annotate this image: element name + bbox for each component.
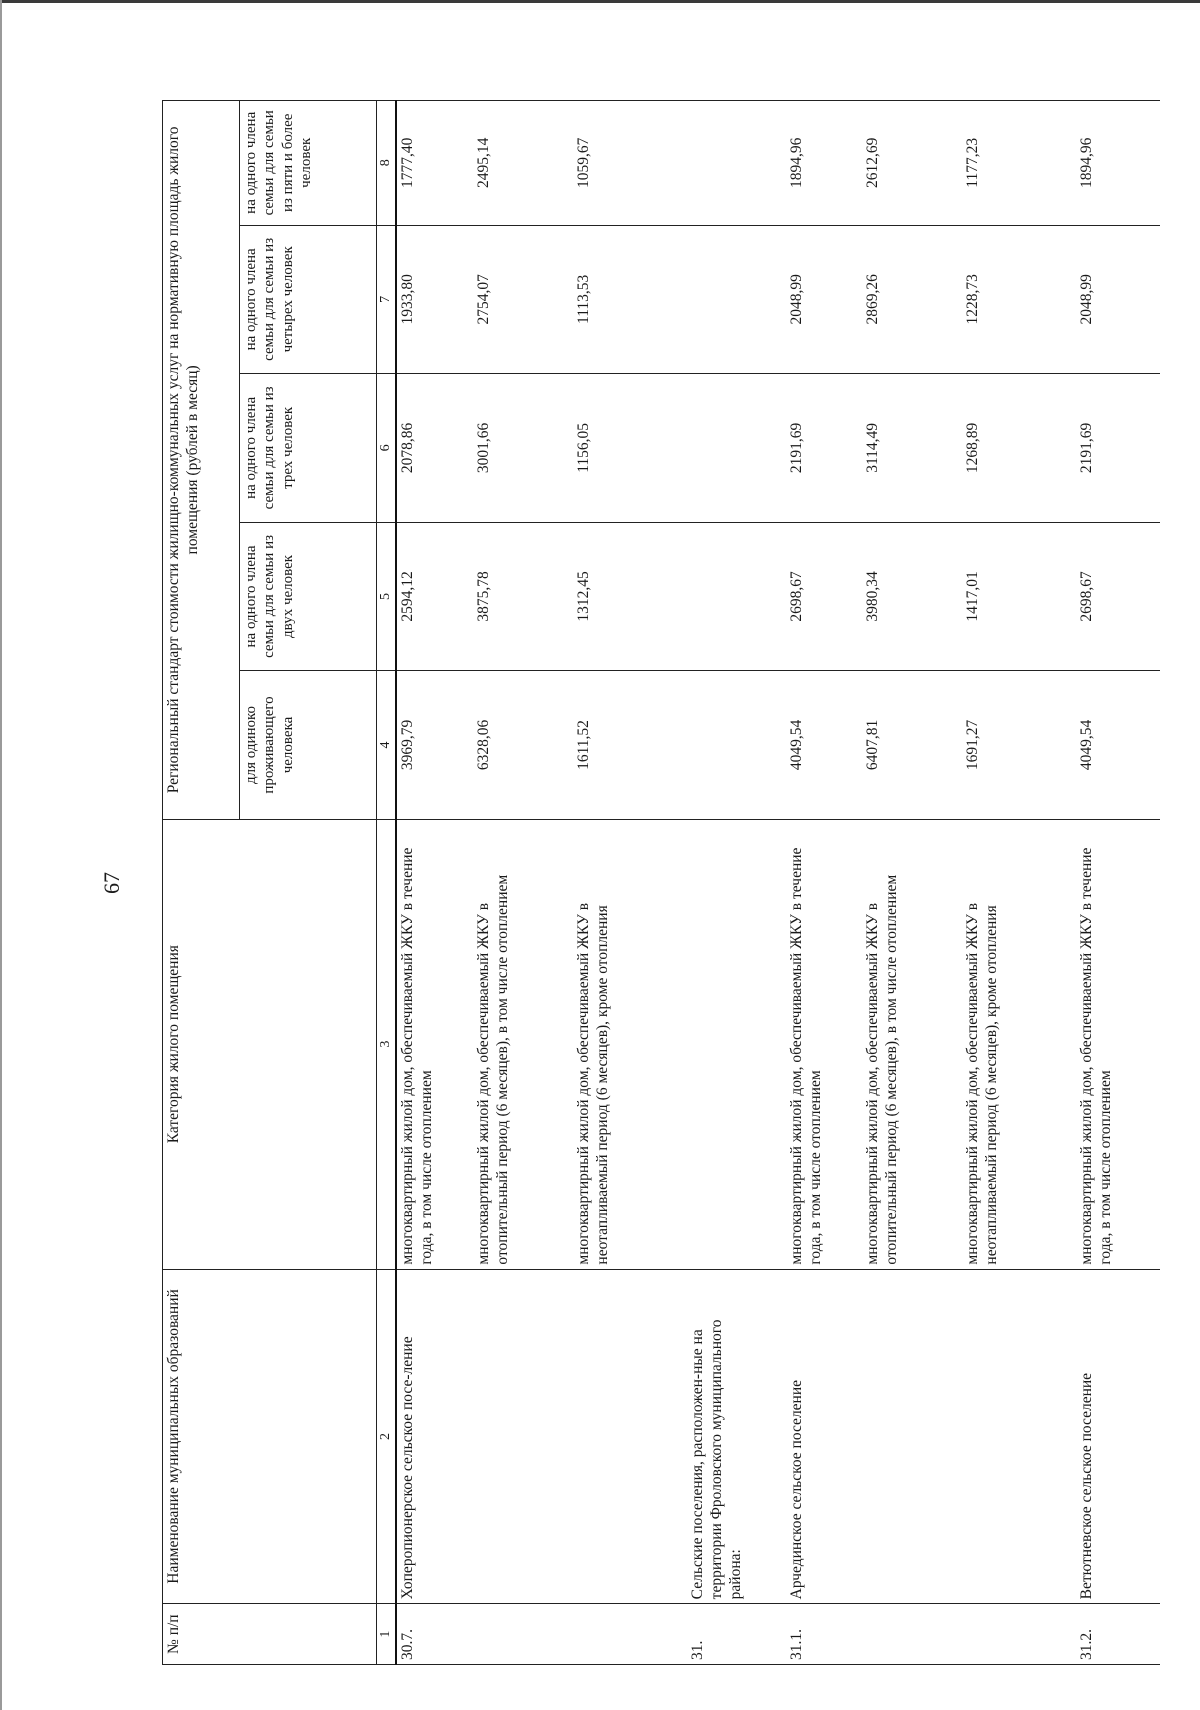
table-row: [1076, 101, 1160, 1665]
table-row: [687, 101, 786, 1665]
housing-category: многоквартирный жилой дом, обеспечиваемый ЖКУ в течение года, в том числе отоплением: [786, 819, 862, 1269]
header-col-name: Наименование муниципальных образований: [163, 1269, 377, 1604]
value-four: 1113,53: [573, 225, 687, 374]
value-three: 2191,69: [1076, 374, 1160, 523]
header-col-num: № п/п: [163, 1604, 377, 1665]
row-number: [573, 1604, 687, 1665]
value-five-plus: 2495,14: [473, 101, 573, 226]
table-row: [473, 101, 573, 1665]
header-sub: на одного члена семьи для семьи из двух человек: [240, 522, 377, 671]
value-two: 3875,78: [473, 522, 573, 671]
municipality-name: [473, 1269, 573, 1604]
header-sub: на одного члена семьи для семьи из трех человек: [240, 374, 377, 523]
housing-category: многоквартирный жилой дом, обеспечиваемый ЖКУ в отопительный период (6 месяцев), в том числе отоплением: [473, 819, 573, 1269]
table-row: [962, 101, 1076, 1665]
column-number-row: [377, 101, 397, 1665]
value-two: [687, 522, 786, 671]
value-three: 2191,69: [786, 374, 862, 523]
value-two: 2594,12: [396, 522, 473, 671]
value-single: 6328,06: [473, 671, 573, 820]
municipality-name: [962, 1269, 1076, 1604]
value-two: 3980,34: [862, 522, 962, 671]
housing-category: многоквартирный жилой дом, обеспечиваемый ЖКУ в неотапливаемый период (6 месяцев), кроме отопления: [573, 819, 687, 1269]
column-number: 8: [377, 101, 397, 226]
row-number: 31.2.: [1076, 1604, 1160, 1665]
value-five-plus: 1894,96: [1076, 101, 1160, 226]
value-four: [687, 225, 786, 374]
value-three: 2078,86: [396, 374, 473, 523]
municipality-name: Хоперопионерское сельское посе-ление: [396, 1269, 473, 1604]
value-five-plus: 1777,40: [396, 101, 473, 226]
scan-edge: [0, 0, 2, 1710]
column-number: 1: [377, 1604, 397, 1665]
value-single: 3969,79: [396, 671, 473, 820]
value-two: 1417,01: [962, 522, 1076, 671]
value-five-plus: 1177,23: [962, 101, 1076, 226]
value-three: 1156,05: [573, 374, 687, 523]
row-number: 30.7.: [396, 1604, 473, 1665]
value-two: 1312,45: [573, 522, 687, 671]
value-four: 2754,07: [473, 225, 573, 374]
tariff-table: [162, 100, 1160, 1665]
value-five-plus: [687, 101, 786, 226]
municipality-name: [573, 1269, 687, 1604]
row-number: 31.1.: [786, 1604, 862, 1665]
value-two: 2698,67: [786, 522, 862, 671]
page-number: 67: [99, 872, 124, 894]
municipality-name: Сельские поселения, расположен-ные на территории Фроловского муниципального района:: [687, 1269, 786, 1604]
column-number: 6: [377, 374, 397, 523]
housing-category: многоквартирный жилой дом, обеспечиваемый ЖКУ в течение года, в том числе отоплением: [396, 819, 473, 1269]
value-single: [687, 671, 786, 820]
value-single: 1611,52: [573, 671, 687, 820]
value-three: 3001,66: [473, 374, 573, 523]
value-two: 2698,67: [1076, 522, 1160, 671]
column-number: 5: [377, 522, 397, 671]
value-four: 2048,99: [786, 225, 862, 374]
value-three: 1268,89: [962, 374, 1076, 523]
housing-category: многоквартирный жилой дом, обеспечиваемый ЖКУ в отопительный период (6 месяцев), в том числе отоплением: [862, 819, 962, 1269]
value-four: 1228,73: [962, 225, 1076, 374]
housing-category: многоквартирный жилой дом, обеспечиваемый ЖКУ в неотапливаемый период (6 месяцев), кроме отопления: [962, 819, 1076, 1269]
header-group-standard: Региональный стандарт стоимости жилищно-коммунальных услуг на нормативную площадь жилого помещения (рублей в месяц): [163, 101, 240, 820]
housing-category: [687, 819, 786, 1269]
row-number: [862, 1604, 962, 1665]
value-three: 3114,49: [862, 374, 962, 523]
value-single: 6407,81: [862, 671, 962, 820]
column-number: 4: [377, 671, 397, 820]
value-four: 1933,80: [396, 225, 473, 374]
row-number: [473, 1604, 573, 1665]
column-number: 7: [377, 225, 397, 374]
header-sub: на одного члена семьи для семьи из пяти и более человек: [240, 101, 377, 226]
housing-category: многоквартирный жилой дом, обеспечиваемый ЖКУ в течение года, в том числе отоплением: [1076, 819, 1160, 1269]
row-number: [962, 1604, 1076, 1665]
header-row: [163, 101, 240, 1665]
value-five-plus: 2612,69: [862, 101, 962, 226]
value-five-plus: 1059,67: [573, 101, 687, 226]
value-single: 4049,54: [786, 671, 862, 820]
value-four: 2869,26: [862, 225, 962, 374]
table-row: [786, 101, 862, 1665]
table-row: [573, 101, 687, 1665]
column-number: 2: [377, 1269, 397, 1604]
municipality-name: Арчединское сельское поселение: [786, 1269, 862, 1604]
header-sub: на одного члена семьи для семьи из четырех человек: [240, 225, 377, 374]
column-number: 3: [377, 819, 397, 1269]
header-sub: для одиноко проживающего человека: [240, 671, 377, 820]
rotated-table-container: [162, 100, 1200, 1665]
scan-edge: [0, 0, 1200, 3]
municipality-name: [862, 1269, 962, 1604]
value-five-plus: 1894,96: [786, 101, 862, 226]
table-row: [862, 101, 962, 1665]
value-three: [687, 374, 786, 523]
header-col-category: Категория жилого помещения: [163, 819, 377, 1269]
table-row: [396, 101, 473, 1665]
row-number: 31.: [687, 1604, 786, 1665]
municipality-name: Ветютневское сельское поселение: [1076, 1269, 1160, 1604]
value-four: 2048,99: [1076, 225, 1160, 374]
value-single: 4049,54: [1076, 671, 1160, 820]
value-single: 1691,27: [962, 671, 1076, 820]
